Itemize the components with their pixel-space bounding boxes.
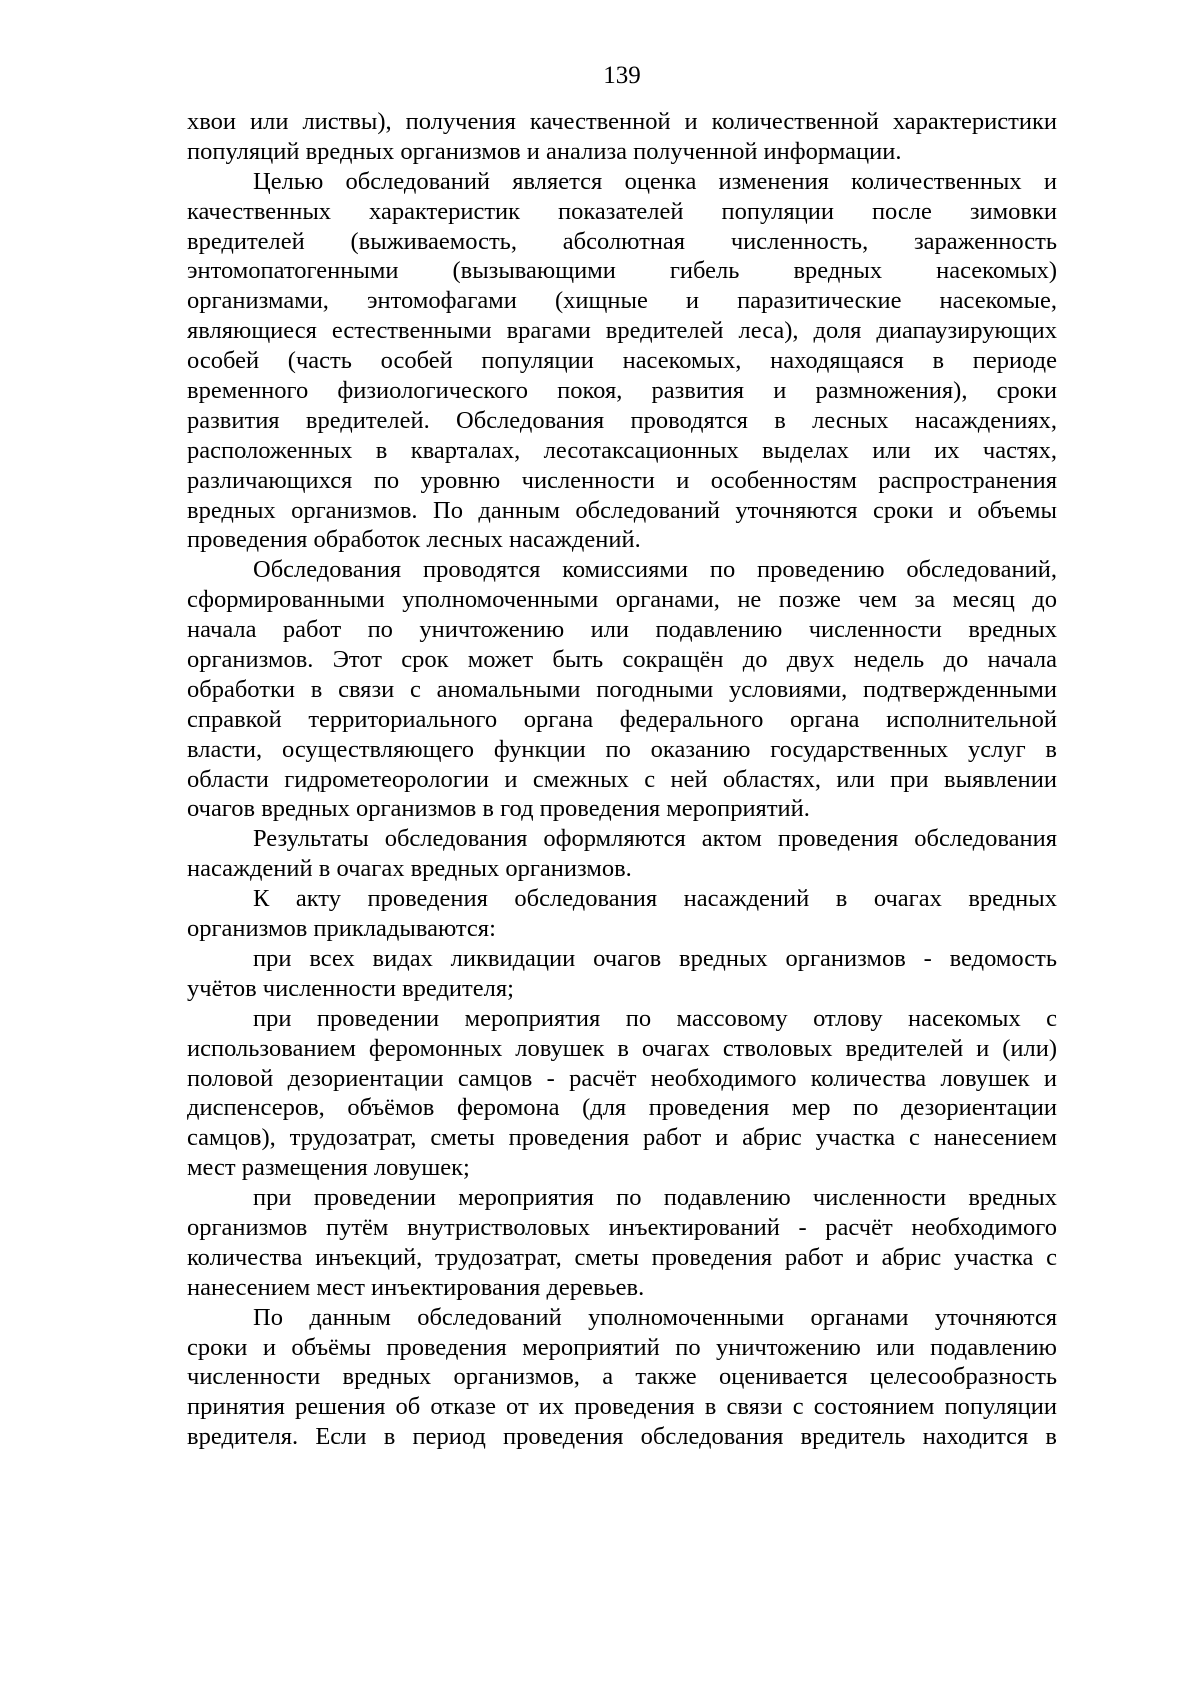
text-line: насаждений в очагах вредных организмов.	[187, 855, 632, 883]
text-line: организмами, энтомофагами (хищные и паразитические насекомые,	[187, 287, 1057, 315]
text-line: области гидрометеорологии и смежных с ней областях, или при выявлении	[187, 765, 1057, 793]
text-line: вредителей (выживаемость, абсолютная численность, зараженность	[187, 227, 1057, 255]
text-line: использованием феромонных ловушек в очагах стволовых вредителей и (или)	[187, 1034, 1057, 1062]
text-line: организмов прикладываются:	[187, 915, 496, 943]
text-line: Результаты обследования оформляются актом проведения обследования	[253, 825, 1057, 853]
text-line: очагов вредных организмов в год проведения мероприятий.	[187, 795, 810, 823]
text-line: качественных характеристик показателей популяции после зимовки	[187, 197, 1057, 225]
text-line: популяций вредных организмов и анализа полученной информации.	[187, 137, 902, 165]
text-line: организмов. Этот срок может быть сокращён до двух недель до начала	[187, 646, 1057, 674]
paragraph	[187, 944, 1057, 1004]
text-line: при всех видах ликвидации очагов вредных организмов - ведомость	[253, 944, 1057, 972]
text-line: К акту проведения обследования насаждений в очагах вредных	[253, 885, 1057, 913]
text-line: численности вредных организмов, а также оценивается целесообразность	[187, 1363, 1057, 1391]
text-line: диспенсеров, объёмов феромона (для проведения мер по дезориентации	[187, 1094, 1057, 1122]
text-line: развития вредителей. Обследования проводятся в лесных насаждениях,	[187, 406, 1057, 434]
text-line: сформированными уполномоченными органами, не позже чем за месяц до	[187, 586, 1057, 614]
text-line: при проведении мероприятия по массовому отлову насекомых с	[253, 1004, 1057, 1032]
text-line: при проведении мероприятия по подавлению численности вредных	[253, 1184, 1057, 1212]
text-line: количества инъекций, трудозатрат, сметы проведения работ и абрис участка с	[187, 1243, 1057, 1271]
paragraph	[187, 1004, 1057, 1183]
text-line: являющиеся естественными врагами вредителей леса), доля диапаузирующих	[187, 317, 1057, 345]
paragraph	[187, 884, 1057, 944]
text-line: Обследования проводятся комиссиями по проведению обследований,	[253, 556, 1057, 584]
text-line: расположенных в кварталах, лесотаксационных выделах или их частях,	[187, 436, 1057, 464]
paragraph	[187, 167, 1057, 556]
page-number: 139	[603, 62, 641, 89]
text-line: самцов), трудозатрат, сметы проведения работ и абрис участка с нанесением	[187, 1124, 1057, 1152]
text-line: сроки и объёмы проведения мероприятий по уничтожению или подавлению	[187, 1333, 1057, 1361]
paragraph	[187, 555, 1057, 824]
text-line: мест размещения ловушек;	[187, 1154, 470, 1182]
paragraph	[187, 1303, 1057, 1452]
text-line: нанесением мест инъектирования деревьев.	[187, 1273, 645, 1301]
paragraph	[187, 824, 1057, 884]
text-line: различающихся по уровню численности и особенностям распространения	[187, 466, 1057, 494]
paragraph	[187, 1183, 1057, 1303]
text-line: начала работ по уничтожению или подавлению численности вредных	[187, 616, 1057, 644]
text-line: По данным обследований уполномоченными органами уточняются	[253, 1303, 1057, 1331]
document-body	[187, 107, 1057, 1452]
text-line: власти, осуществляющего функции по оказанию государственных услуг в	[187, 735, 1057, 763]
text-line: справкой территориального органа федерального органа исполнительной	[187, 705, 1057, 733]
text-line: обработки в связи с аномальными погодными условиями, подтвержденными	[187, 675, 1057, 703]
text-line: временного физиологического покоя, развития и размножения), сроки	[187, 377, 1057, 405]
text-line: энтомопатогенными (вызывающими гибель вредных насекомых)	[187, 257, 1057, 285]
text-line: проведения обработок лесных насаждений.	[187, 526, 641, 554]
paragraph	[187, 107, 1057, 167]
text-line: вредных организмов. По данным обследований уточняются сроки и объемы	[187, 496, 1057, 524]
text-line: хвои или листвы), получения качественной и количественной характеристики	[187, 108, 1057, 135]
text-line: половой дезориентации самцов - расчёт необходимого количества ловушек и	[187, 1064, 1057, 1092]
text-line: Целью обследований является оценка изменения количественных и	[253, 167, 1057, 195]
text-line: учётов численности вредителя;	[187, 974, 514, 1002]
text-line: принятия решения об отказе от их проведения в связи с состоянием популяции	[187, 1393, 1057, 1421]
text-line: особей (часть особей популяции насекомых, находящаяся в периоде	[187, 347, 1057, 375]
text-line: организмов путём внутристволовых инъектирований - расчёт необходимого	[187, 1213, 1057, 1241]
text-line: вредителя. Если в период проведения обследования вредитель находится в	[187, 1423, 1057, 1451]
